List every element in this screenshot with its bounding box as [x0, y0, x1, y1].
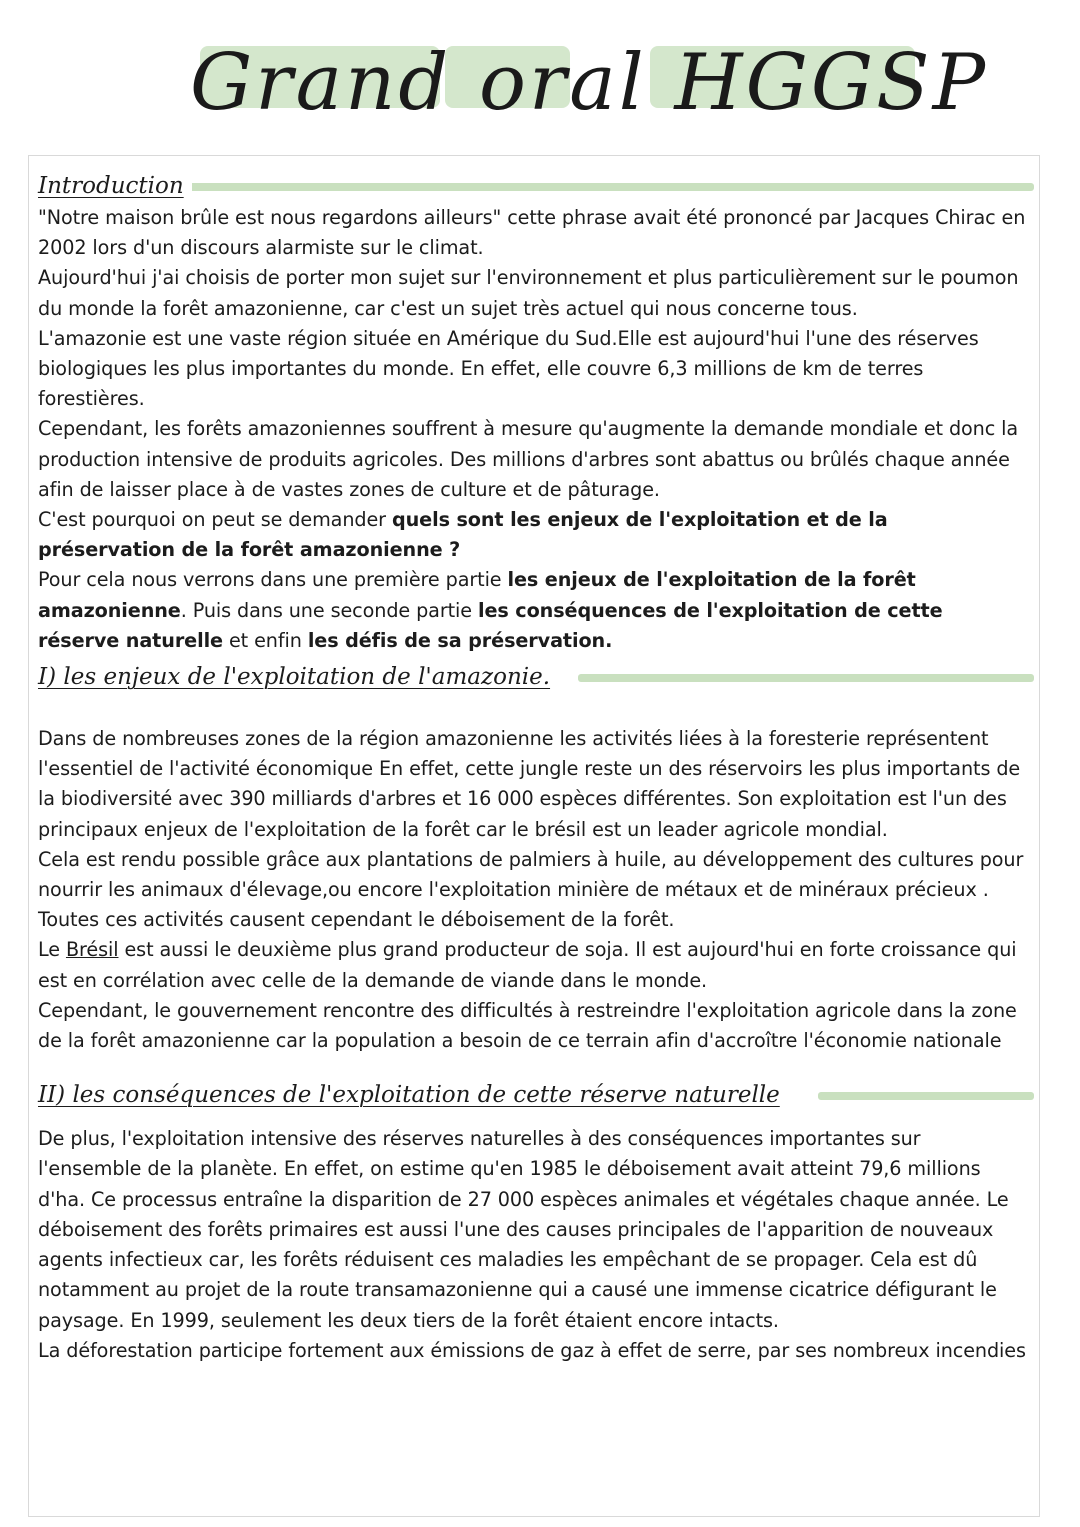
part-2-section	[38, 1056, 1028, 1366]
plan-part-2: les conséquences de l'exploitation de cette réserve naturelle	[38, 598, 943, 652]
intro-paragraph: L'amazonie est une vaste région située en Amérique du Sud.Elle est aujourd'hui l'une des réserves biologiques les plus importantes du monde. En effet, elle couvre 6,3 millions de km de terres forestières.	[38, 326, 979, 411]
page-title: Grand oral HGGSP	[190, 38, 989, 128]
introduction-section	[38, 165, 1028, 656]
part-1-heading: I) les enjeux de l'exploitation de l'amazonie.	[38, 664, 558, 690]
paragraph-text: est aussi le deuxième plus grand producteur de soja. Il est aujourd'hui en forte croissance qui est en corrélation avec celle de la demande de viande dans le monde.	[38, 938, 1017, 992]
plan-text: . Puis dans une seconde partie	[180, 598, 478, 622]
part-2-heading: II) les conséquences de l'exploitation de cette réserve naturelle	[38, 1082, 788, 1108]
plan-text: Pour cela nous verrons dans une première partie	[38, 568, 508, 592]
part-1-paragraph: Cependant, le gouvernement rencontre des difficultés à restreindre l'exploitation agricole dans la zone de la forêt amazonienne car la population a besoin de ce terrain afin d'accroître l'économie nationale	[38, 998, 1017, 1053]
part-1-paragraph: Cela est rendu possible grâce aux plantations de palmiers à huile, au développement des cultures pour nourrir les animaux d'élevage,ou encore l'exploitation minière de métaux et de minéraux précieux . Toutes ces activités causent cependant le déboisement de la forêt.	[38, 847, 1024, 932]
part-2-paragraph: La déforestation participe fortement aux émissions de gaz à effet de serre, par ses nombreux incendies	[38, 1338, 1026, 1362]
underlined-word: Brésil	[65, 938, 119, 962]
part-1-section	[38, 656, 1028, 1056]
plan-part-3: les défis de sa préservation.	[307, 628, 613, 652]
section-heading	[38, 1074, 1028, 1112]
problematic-question: quels sont les enjeux de l'exploitation et de la préservation de la forêt amazonienne ?	[38, 508, 888, 562]
page-title-block	[0, 18, 1080, 158]
plan-part-1: les enjeux de l'exploitation de la forêt amazonienne	[38, 568, 916, 622]
intro-plan	[38, 565, 1028, 656]
intro-paragraph: Cependant, les forêts amazoniennes souffrent à mesure qu'augmente la demande mondiale et donc la production intensive de produits agricoles. Des millions d'arbres sont abattus ou brûlés chaque année afin de laisser place à de vastes zones de culture et de pâturage.	[38, 417, 1019, 501]
intro-problematic	[38, 505, 1028, 565]
part-2-paragraph: De plus, l'exploitation intensive des réserves naturelles à des conséquences importantes sur l'ensemble de la planète. En effet, on estime qu'en 1985 le déboisement avait atteint 79,6 millions d'ha. Ce processus entraîne la disparition de 27 000 espèces animales et végétales chaque année. Le déboisement des forêts primaires est aussi l'une des causes principales de l'apparition de nouveaux agents infectieux car, les forêts réduisent ces maladies les empêchant de se propager. Cela est dû notamment au projet de la route transamazonienne qui a causé une immense cicatrice défigurant le paysage. En 1999, seulement les deux tiers de la forêt étaient encore intacts.	[38, 1127, 1009, 1332]
paragraph-text: Le	[38, 938, 66, 962]
intro-paragraph: Aujourd'hui j'ai choisis de porter mon sujet sur l'environnement et plus particulièrement sur le poumon du monde la forêt amazonienne, car c'est un sujet très actuel qui nous concerne tous.	[38, 266, 1019, 320]
problematic-lead: C'est pourquoi on peut se demander	[38, 508, 392, 532]
part-1-paragraph	[38, 935, 1028, 995]
heading-underline-bar	[818, 1092, 1034, 1100]
introduction-heading: Introduction	[38, 173, 192, 199]
heading-underline-bar	[178, 183, 1034, 191]
section-heading	[38, 656, 1028, 694]
heading-underline-bar	[578, 674, 1034, 682]
document-body	[38, 165, 1028, 1366]
section-heading	[38, 165, 1028, 203]
part-1-paragraph: Dans de nombreuses zones de la région amazonienne les activités liées à la foresterie représentent l'essentiel de l'activité économique En effet, cette jungle reste un des réservoirs les plus importants de la biodiversité avec 390 milliards d'arbres et 16 000 espèces différentes. Son exploitation est l'un des principaux enjeux de l'exploitation de la forêt car le brésil est un leader agricole mondial.	[38, 727, 1021, 841]
intro-paragraph: "Notre maison brûle est nous regardons ailleurs" cette phrase avait été prononcé par Jacques Chirac en 2002 lors d'un discours alarmiste sur le climat.	[38, 206, 1026, 260]
plan-text: et enfin	[222, 628, 308, 652]
